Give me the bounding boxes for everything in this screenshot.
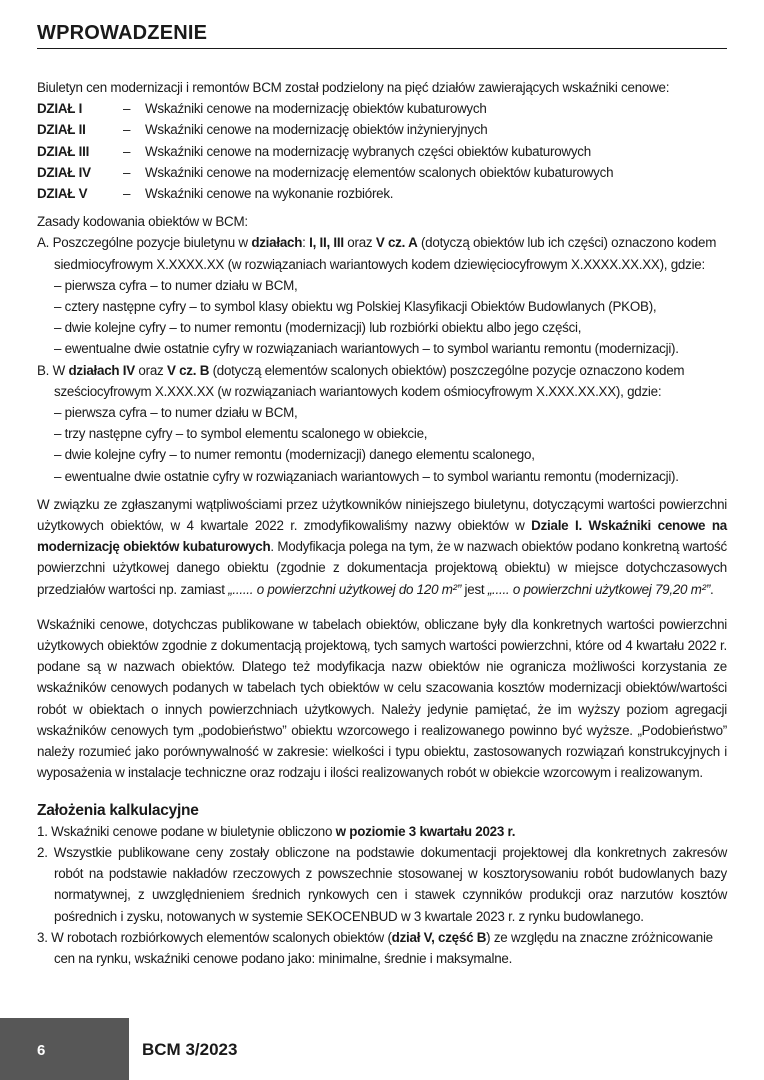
- text-run: W związku ze zgłaszanymi wątpliwościami przez użytkowników niniejszego biuletynu, dotyczącymi wartości powierzchni użytkowych obiektów, w 4 kwartale 2022 r. zmodyfikowaliśmy nazwy obiektów w: [37, 496, 727, 534]
- text-run: oraz: [343, 235, 376, 251]
- text-run: .: [710, 581, 714, 597]
- text-run: A. Poszczególne pozycje biuletynu w: [37, 235, 252, 251]
- division-description: Wskaźniki cenowe na modernizację obiektów kubaturowych: [145, 101, 487, 117]
- division-list: [37, 98, 727, 204]
- coding-a-item: – ewentualne dwie ostatnie cyfry w rozwiązaniach wariantowych – to symbol wariantu remontu (modernizacji).: [54, 341, 679, 357]
- division-description: Wskaźniki cenowe na modernizację wybranych części obiektów kubaturowych: [145, 143, 591, 159]
- division-description: Wskaźniki cenowe na wykonanie rozbiórek.: [145, 186, 394, 202]
- coding-a-item: – pierwsza cyfra – to numer działu w BCM,: [54, 277, 298, 293]
- coding-rule-a: [37, 232, 727, 274]
- bold-run: I, II, III: [309, 235, 344, 251]
- assumptions-heading: Założenia kalkulacyjne: [37, 801, 199, 819]
- division-row: [37, 141, 727, 162]
- text-run: oraz: [134, 362, 167, 378]
- bold-run: V cz. A: [375, 235, 418, 251]
- page-number: 6: [37, 1042, 46, 1059]
- coding-title: Zasady kodowania obiektów w BCM:: [37, 214, 248, 230]
- division-code: DZIAŁ V: [37, 186, 88, 202]
- division-dash: –: [123, 101, 131, 117]
- division-row: [37, 162, 727, 183]
- italic-run: „...... o powierzchni użytkowej do 120 m²”: [228, 581, 462, 597]
- bold-run: w poziomie 3 kwartału 2023 r.: [335, 823, 516, 839]
- assumption-item: 2. Wszystkie publikowane ceny zostały obliczone na podstawie dokumentacji projektowej dla konkretnych zakresów robót na podstawie nakładów rzeczowych z powszechnie stosowanej w kosztorysowaniu robót budowlanych bazy normatywnej, z uwzględnieniem średnich rynkowych cen i stawek czynników produkcji oraz narzutów kosztów pośrednich i zysku, notowanych w systemie SEKOCENBUD w 3 kwartale 2023 r. z rynku budowlanego.: [37, 844, 727, 924]
- document-body: [37, 77, 727, 969]
- bold-run: Dziale I. Wskaźniki cenowe na modernizację obiektów kubaturowych: [37, 518, 727, 555]
- text-run: (dotyczą obiektów lub ich części) oznaczono kodem siedmiocyfrowym X.XXXX.XX (w rozwiązaniach wariantowych kodem dziewięciocyfrowym X.XXXX.XX.XX), gdzie:: [54, 235, 717, 272]
- division-dash: –: [123, 122, 131, 138]
- text-run: 3. W robotach rozbiórkowych elementów scalonych obiektów (: [37, 929, 392, 945]
- coding-b-item: – dwie kolejne cyfry – to numer remontu (modernizacji) danego elementu scalonego,: [54, 447, 535, 463]
- bold-run: działach: [251, 235, 303, 251]
- text-run: :: [302, 235, 310, 251]
- coding-b-item: – pierwsza cyfra – to numer działu w BCM,: [54, 405, 298, 421]
- division-code: DZIAŁ I: [37, 101, 83, 117]
- text-run: . Modyfikacja polega na tym, że w nazwach obiektów podano konkretną wartość powierzchni użytkowej danego obiektu (zgodnie z dokumentacja projektową obiektu) w miejsce dotychczasowych przedziałów wartości np. zamiast: [37, 539, 727, 597]
- page-title: WPROWADZENIE: [37, 22, 727, 49]
- modification-paragraph: [37, 494, 727, 600]
- text-run: 1. Wskaźniki cenowe podane w biuletynie obliczono: [37, 823, 336, 839]
- footer-publication: BCM 3/2023: [142, 1040, 238, 1059]
- text-run: B. W: [37, 362, 69, 378]
- bold-run: działach IV: [68, 362, 135, 378]
- assumption-item: [37, 821, 727, 842]
- coding-a-item: – cztery następne cyfry – to symbol klasy obiektu wg Polskiej Klasyfikacji Obiektów Budowlanych (PKOB),: [54, 299, 657, 315]
- division-code: DZIAŁ III: [37, 143, 90, 159]
- division-row: [37, 98, 727, 119]
- intro-paragraph: Biuletyn cen modernizacji i remontów BCM został podzielony na pięć działów zawierających wskaźniki cenowe:: [37, 80, 670, 95]
- division-row: [37, 119, 727, 140]
- assumption-item: [37, 927, 727, 969]
- division-code: DZIAŁ IV: [37, 164, 91, 180]
- footer-page-box: [0, 1018, 129, 1080]
- division-dash: –: [123, 143, 131, 159]
- bold-run: dział V, część B: [391, 929, 487, 945]
- coding-b-item: – trzy następne cyfry – to symbol elementu scalonego w obiekcie,: [54, 426, 428, 442]
- division-dash: –: [123, 164, 131, 180]
- division-code: DZIAŁ II: [37, 122, 86, 138]
- division-row: [37, 183, 727, 204]
- coding-b-item: – ewentualne dwie ostatnie cyfry w rozwiązaniach wariantowych – to symbol wariantu remontu (modernizacji).: [54, 468, 679, 484]
- division-dash: –: [123, 186, 131, 202]
- division-description: Wskaźniki cenowe na modernizację obiektów inżynieryjnych: [145, 122, 488, 138]
- division-description: Wskaźniki cenowe na modernizację elementów scalonych obiektów kubaturowych: [145, 164, 614, 180]
- text-run: jest: [461, 581, 488, 597]
- text-run: (dotyczą elementów scalonych obiektów) poszczególne pozycje oznaczono kodem sześciocyfrowym X.XXX.XX (w rozwiązaniach wariantowych kodem ośmiocyfrowym X.XXX.XX.XX), gdzie:: [54, 362, 685, 399]
- coding-rule-b: [37, 360, 727, 402]
- text-run: ) ze względu na znaczne zróżnicowanie cen na rynku, wskaźniki cenowe podano jako: minimalne, średnie i maksymalne.: [54, 929, 713, 966]
- indicators-paragraph: Wskaźniki cenowe, dotychczas publikowane w tabelach obiektów, obliczane były dla konkretnych wartości powierzchni użytkowych obiektów zgodnie z dokumentacją projektową, tych samych wartości powierzchni, które od 4 kwartału 2022 r. podane są w nazwach obiektów. Dlatego też modyfikacja nazw obiektów nie ogranicza możliwości korzystania ze wskaźników cenowych podanych w tabelach tych obiektów w celu szacowania kosztów modernizacji obiektów/wartości robót w obiektach o innych powierzchniach użytkowych. Należy jedynie pamiętać, że im wyższy poziom agregacji wskaźników cenowych tym „podobieństwo” obiektu wzorcowego i realizowanego powinno być wyższe. „Podobieństwo” należy rozumieć jako porównywalność w zakresie: wielkości i typu obiektu, zastosowanych rozwiązań konstrukcyjnych i wyposażenia w instalacje techniczne oraz rodzaju i ilości realizowanych robót w obiekcie wzorcowym i realizowanym.: [37, 616, 727, 781]
- italic-run: „..... o powierzchni użytkowej 79,20 m²”: [487, 581, 711, 597]
- coding-a-item: – dwie kolejne cyfry – to numer remontu (modernizacji) lub rozbiórki obiektu albo jego części,: [54, 320, 582, 336]
- bold-run: V cz. B: [166, 362, 210, 378]
